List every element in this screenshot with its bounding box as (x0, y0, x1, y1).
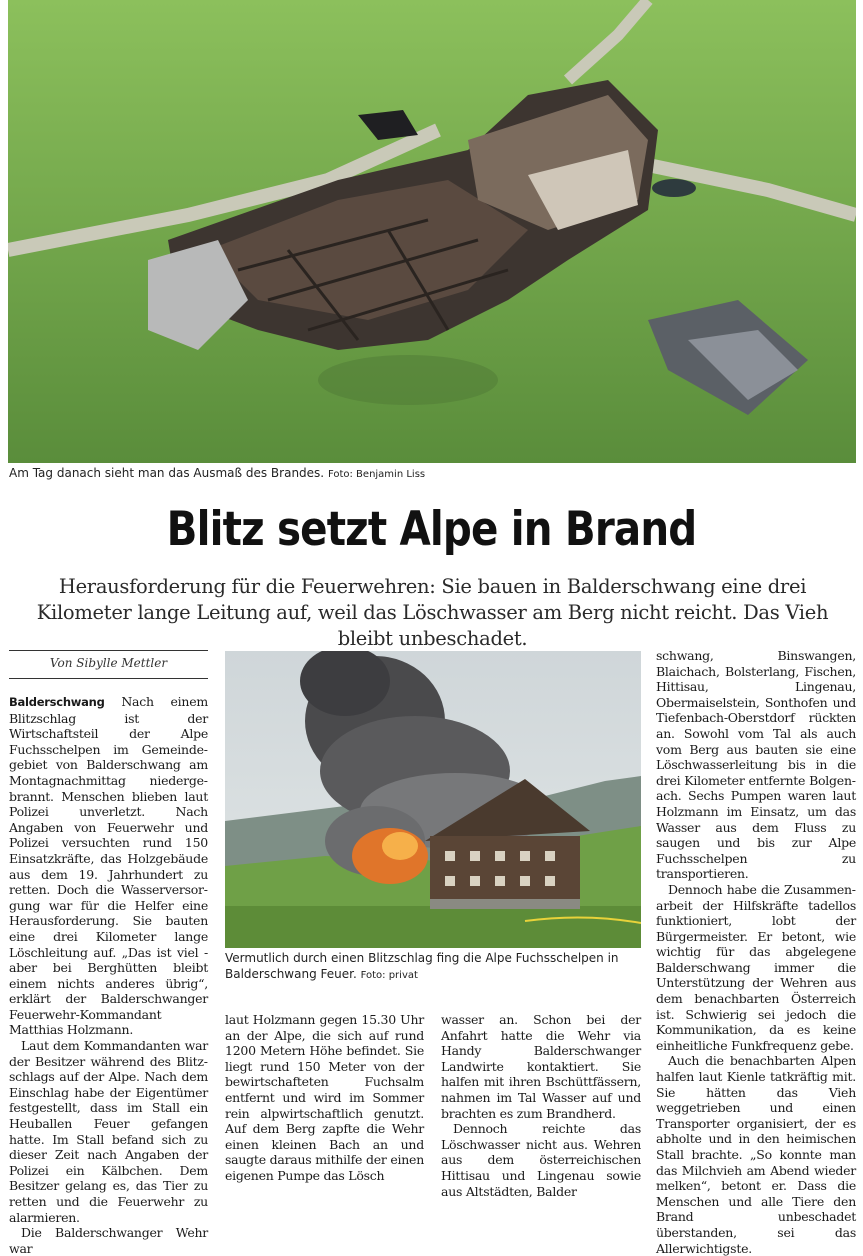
top-photo-burned-alpine-hut (8, 0, 856, 463)
dateline: Balderschwang (9, 695, 105, 709)
paragraph: schwang, Binswangen, Blaichach, Bolsterlang, Fischen, Hittisau, Lingenau, Obermaiselstein, Sonthofen und Tiefenbach-Oberstdorf rückten an. Sowohl vom Tal als auch vom Berg aus bauten sie eine Löschwasserleitung bis in die drei Kilometer entfernte Bolgenach. Sechs Pumpen waren laut Holzmann im Einsatz, um das Wasser aus dem Fluss zu saugen und bis zur Alpe Fuchsschelpen zu transportieren. (656, 648, 856, 882)
top-photo-caption (9, 466, 849, 482)
byline: Von Sibylle Mettler (49, 656, 168, 670)
caption-text: Vermutlich durch einen Blitzschlag fing die Alpe Fuchsschelpen in Balderschwang Feuer. (225, 951, 619, 981)
byline-rule-bottom (9, 678, 208, 679)
paragraph: Die Balderschwanger Wehr war (9, 1225, 208, 1256)
paragraph: Auch die benachbarten Alpen halfen laut Kienle tatkräftig mit. Sie hätten das Vieh weggetrieben und einen Transporter organisiert, der es abholte und in den heimischen Stall brachte. „So konnte man das Milchvieh am Abend wieder melken“, betont er. Dass die Menschen und alle Tiere den Brand unbeschadet überstanden, sei das Allerwichtigste. (656, 1053, 856, 1256)
article-column-2 (225, 1012, 424, 1184)
byline-rule-top (9, 650, 208, 651)
paragraph: wasser an. Schon bei der Anfahrt hatte die Wehr via Handy Balderschwanger Landwirte kontaktiert. Sie halfen mit ihren Bschüttfässern, nahmen im Tal Wasser auf und brachten es zum Brandherd. (441, 1012, 641, 1121)
paragraph: Dennoch reichte das Löschwasser nicht aus. Wehren aus dem österreichischen Hittisau und Lingenau sowie aus Altstädten, Balder (441, 1121, 641, 1199)
article-subheadline: Herausforderung für die Feuerwehren: Sie bauen in Balderschwang eine drei Kilometer lange Leitung auf, weil das Löschwasser am Berg nicht reicht. Das Vieh bleibt unbeschadet. (36, 575, 829, 650)
caption-text: Am Tag danach sieht man das Ausmaß des Brandes. (9, 466, 325, 480)
paragraph: Dennoch habe die Zusammenarbeit der Hilfskräfte tadellos funktioniert, lobt der Bürgermeister. Er betont, wie wichtig für das abgelegene Balderschwang immer die Unterstützung der Wehren aus dem benachbarten Österreich ist. Schwierig sei jedoch die Kommunikation, da es keine einheitliche Funkfrequenz gebe. (656, 881, 856, 1053)
article-column-3 (441, 1012, 641, 1199)
paragraph: Laut dem Kommandanten war der Besitzer während des Blitzschlags auf der Alpe. Nach dem Einschlag habe der Eigentümer festgestellt, dass im Stall ein Heuballen Feuer gefangen hatte. Im Stall befand sich zu dieser Zeit nach Angaben der Polizei ein Kälbchen. Dem Besitzer gelang es, das Tier zu retten und die Feuerwehr zu alarmieren. (9, 1038, 208, 1225)
article-headline: Blitz setzt Alpe in Brand (166, 502, 697, 557)
photo-credit: Foto: Benjamin Liss (327, 469, 426, 480)
paragraph: laut Holzmann gegen 15.30 Uhr an der Alpe, die sich auf rund 1200 Metern Höhe befindet. Sie liegt rund 150 Meter von der bewirtschafteten Fuchsalm entfernt und wird im Sommer rein alpwirtschaftlich genutzt. Auf dem Berg zapfte die Wehr einen kleinen Bach an und saugte daraus mithilfe der einen eigenen Pumpe das Lösch (225, 1012, 424, 1183)
article-column-1 (9, 694, 208, 1256)
article-column-4 (656, 648, 856, 1256)
fire-photo-caption (225, 950, 641, 984)
fire-photo-burning-alpine-hut (225, 651, 641, 948)
paragraph (9, 694, 208, 1038)
photo-credit: Foto: privat (360, 970, 418, 981)
paragraph-text: Nach einem Blitzschlag ist der Wirtschaftsteil der Alpe Fuchsschelpen im Gemeindegebiet von Balderschwang am Montagnachmittag niedergebrannt. Menschen blieben laut Polizei unverletzt. Nach Angaben von Feuerwehr und Polizei versuchten rund 150 Einsatzkräfte, das Holzgebäude aus dem 19. Jahrhundert zu retten. Doch die Wasserversorgung war für die Helfer eine Herausforderung. Sie bauten eine drei Kilometer lange Löschleitung auf. „Das ist viel - aber bei Berghütten bleibt einem nichts anderes übrig“, erklärt der Balderschwanger Feuerwehr-Kommandant Matthias Holzmann. (9, 694, 208, 1038)
